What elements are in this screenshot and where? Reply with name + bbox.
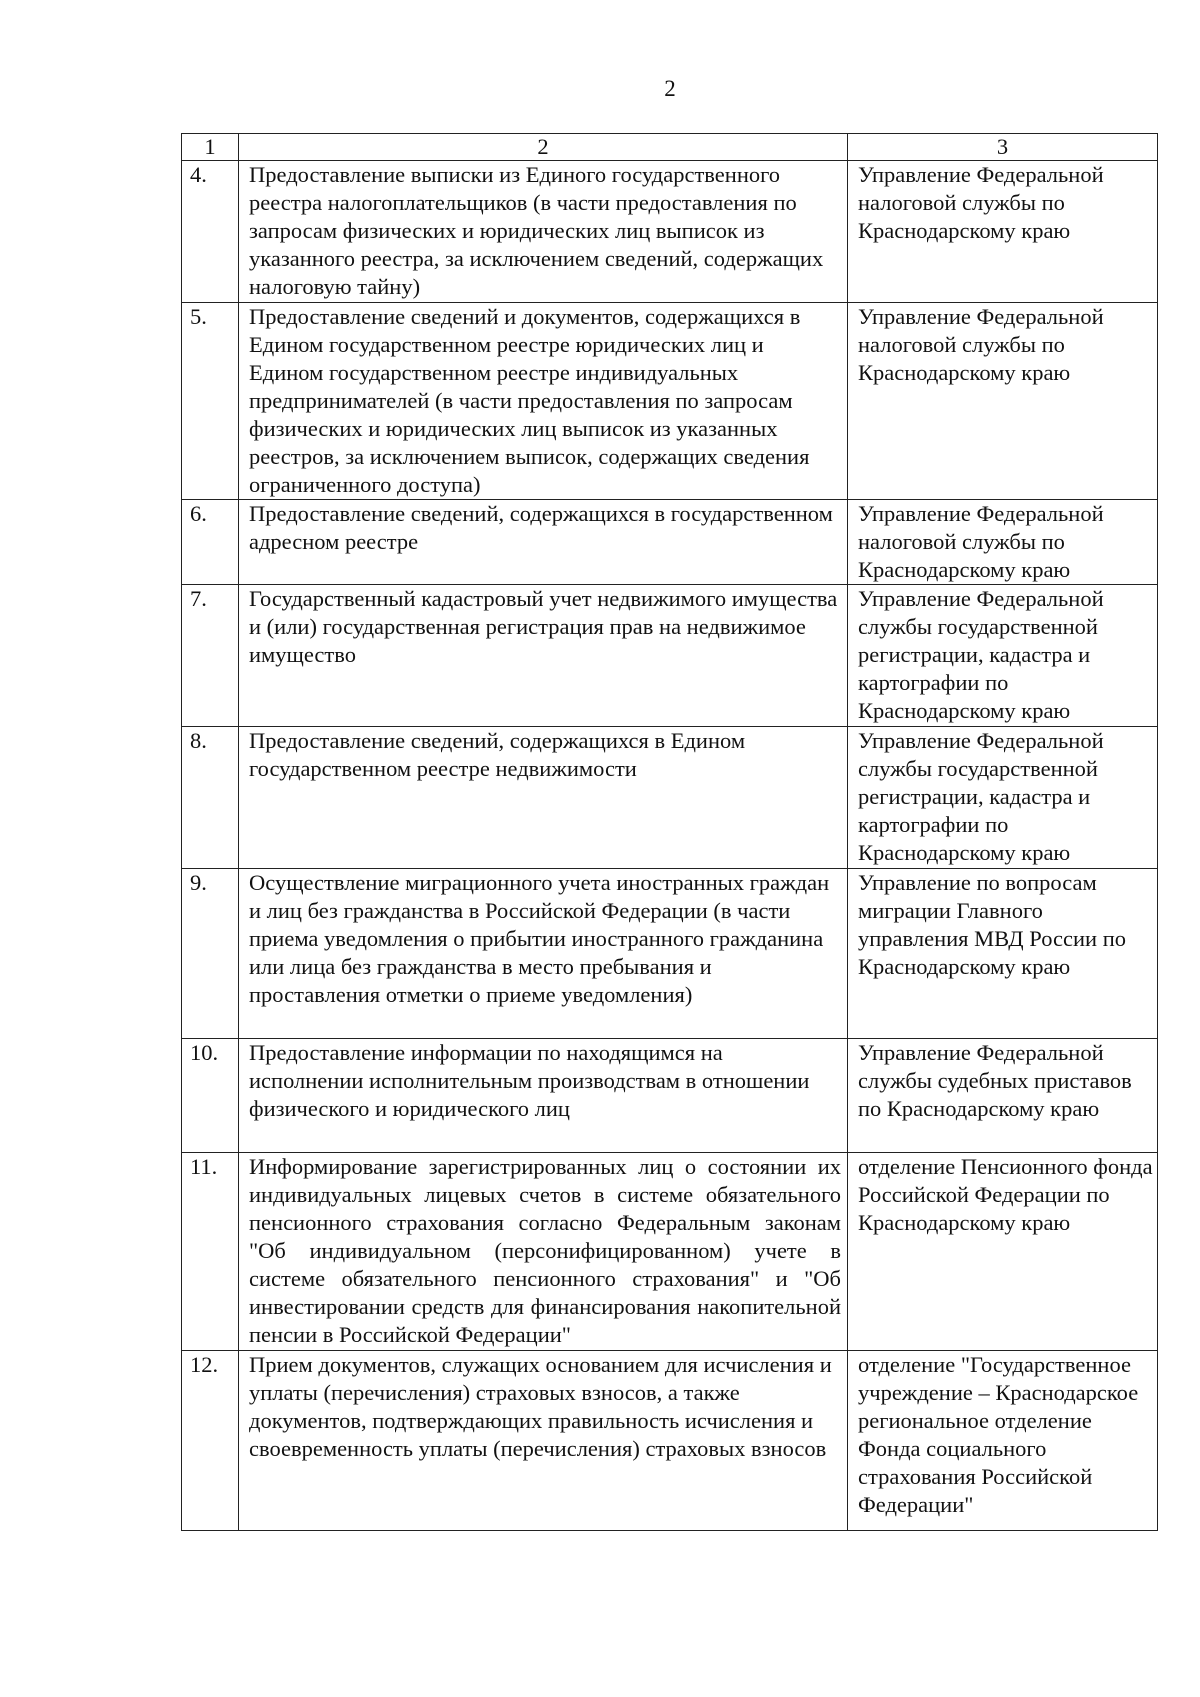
table-row — [182, 161, 1158, 303]
service-description: Прием документов, служащих основанием для исчисления и уплаты (перечисления) страховых взносов, а также документов, подтверждающих правильность исчисления и своевременность уплаты (перечисления) страховых взносов — [239, 1351, 848, 1531]
service-description: Предоставление сведений и документов, содержащихся в Едином государственном реестре юридических лиц и Едином государственном реестре индивидуальных предпринимателей (в части предоставления по запросам физических и юридических лиц выписок из указанных реестров, за исключением выписок, содержащих сведения ограниченного доступа) — [239, 303, 848, 500]
table-row — [182, 869, 1158, 1039]
table-row — [182, 585, 1158, 727]
row-number: 9. — [182, 869, 239, 1039]
responsible-authority: Управление Федеральной службы государственной регистрации, кадастра и картографии по Краснодарскому краю — [848, 585, 1158, 727]
responsible-authority: Управление Федеральной налоговой службы по Краснодарскому краю — [848, 303, 1158, 500]
row-number: 7. — [182, 585, 239, 727]
service-description: Предоставление сведений, содержащихся в государственном адресном реестре — [239, 500, 848, 585]
responsible-authority: Управление по вопросам миграции Главного управления МВД России по Краснодарскому краю — [848, 869, 1158, 1039]
service-description: Осуществление миграционного учета иностранных граждан и лиц без гражданства в Российской Федерации (в части приема уведомления о прибытии иностранного гражданина или лица без гражданства в место пребывания и проставления отметки о приеме уведомления) — [239, 869, 848, 1039]
table-row — [182, 1351, 1158, 1531]
column-header-3: 3 — [848, 134, 1158, 161]
page-number: 2 — [664, 76, 676, 101]
services-table — [181, 133, 1158, 1531]
table-row — [182, 1039, 1158, 1153]
row-number: 5. — [182, 303, 239, 500]
responsible-authority: Управление Федеральной налоговой службы по Краснодарскому краю — [848, 161, 1158, 303]
row-number: 6. — [182, 500, 239, 585]
table-header-row — [182, 134, 1158, 161]
service-description: Предоставление сведений, содержащихся в Едином государственном реестре недвижимости — [239, 727, 848, 869]
column-header-1: 1 — [182, 134, 239, 161]
table-row — [182, 500, 1158, 585]
row-number: 12. — [182, 1351, 239, 1531]
row-number: 4. — [182, 161, 239, 303]
service-description: Предоставление выписки из Единого государственного реестра налогоплательщиков (в части предоставления по запросам физических и юридических лиц выписок из указанного реестра, за исключением сведений, содержащих налоговую тайну) — [239, 161, 848, 303]
service-description: Информирование зарегистрированных лиц о состоянии их индивидуальных лицевых счетов в системе обязательного пенсионного страхования согласно Федеральным законам "Об индивидуальном (персонифицированном) учете в системе обязательного пенсионного страхования" и "Об инвестировании средств для финансирования накопительной пенсии в Российской Федерации" — [239, 1153, 848, 1351]
table-row — [182, 303, 1158, 500]
responsible-authority: отделение Пенсионного фонда Российской Федерации по Краснодарскому краю — [848, 1153, 1158, 1351]
responsible-authority: Управление Федеральной службы судебных приставов по Краснодарскому краю — [848, 1039, 1158, 1153]
row-number: 10. — [182, 1039, 239, 1153]
responsible-authority: Управление Федеральной налоговой службы по Краснодарскому краю — [848, 500, 1158, 585]
responsible-authority: Управление Федеральной службы государственной регистрации, кадастра и картографии по Краснодарскому краю — [848, 727, 1158, 869]
service-description: Предоставление информации по находящимся на исполнении исполнительным производствам в отношении физического и юридического лиц — [239, 1039, 848, 1153]
row-number: 11. — [182, 1153, 239, 1351]
row-number: 8. — [182, 727, 239, 869]
table-row — [182, 727, 1158, 869]
service-description: Государственный кадастровый учет недвижимого имущества и (или) государственная регистрация прав на недвижимое имущество — [239, 585, 848, 727]
table-row — [182, 1153, 1158, 1351]
responsible-authority: отделение "Государственное учреждение – Краснодарское региональное отделение Фонда социального страхования Российской Федерации" — [848, 1351, 1158, 1531]
column-header-2: 2 — [239, 134, 848, 161]
